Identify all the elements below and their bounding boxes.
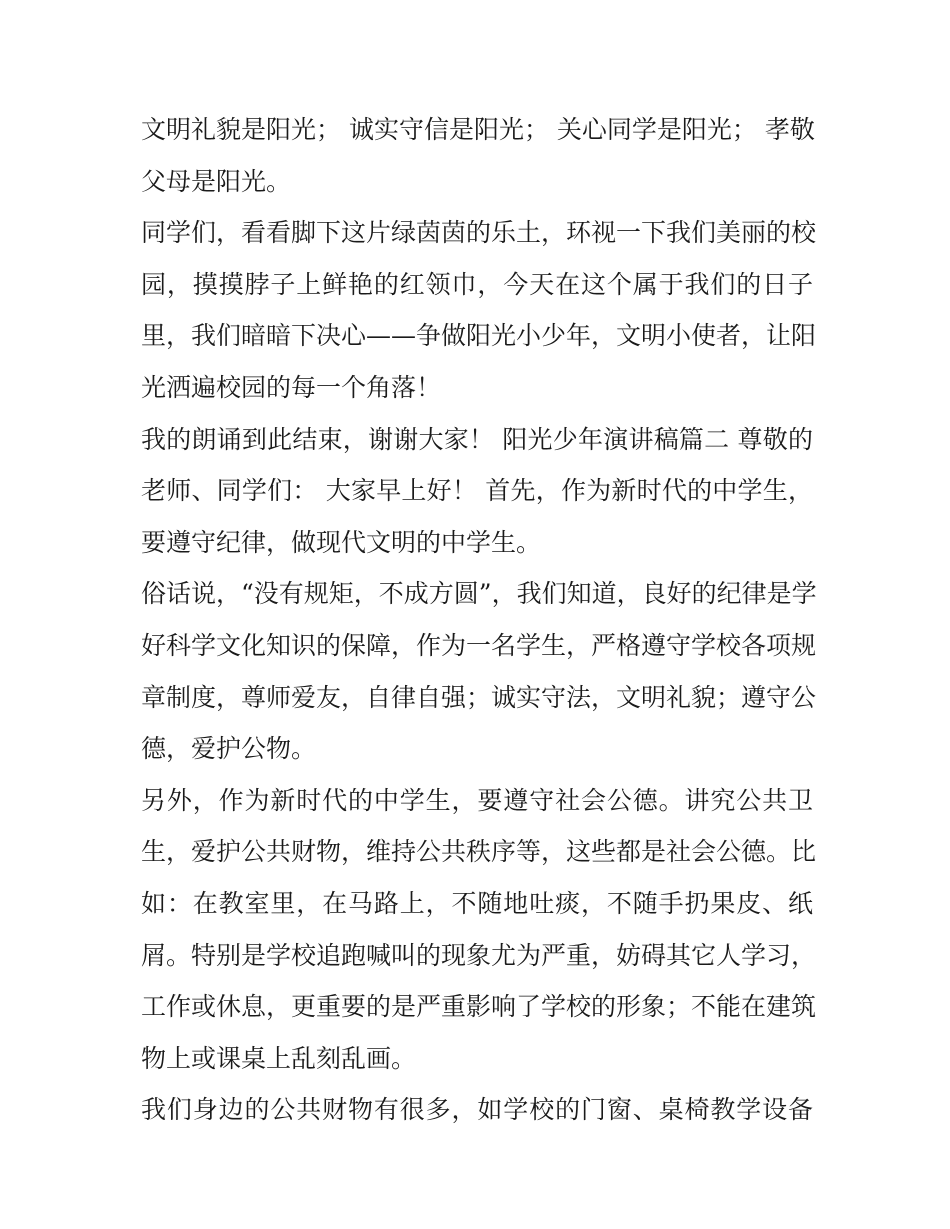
text-line: 工作或休息，更重要的是严重影响了学校的形象；不能在建筑 (141, 992, 817, 1022)
text-line: 德，爱护公物。 (141, 734, 317, 764)
text-line: 里，我们暗暗下决心——争做阳光小少年，文明小使者，让阳 (141, 321, 817, 351)
text-line: 另外，作为新时代的中学生，要遵守社会公德。讲究公共卫 (141, 785, 813, 815)
text-line: 章制度，尊师爱友，自律自强；诚实守法，文明礼貌；遵守公 (141, 682, 817, 712)
text-line: 生，爱护公共财物，维持公共秩序等，这些都是社会公德。比 (141, 837, 817, 867)
text-line: 我们身边的公共财物有很多，如学校的门窗、桌椅教学设备 (141, 1095, 813, 1125)
text-line: 屑。特别是学校追跑喊叫的现象尤为严重，妨碍其它人学习， (141, 940, 817, 970)
text-line: 如：在教室里，在马路上，不随地吐痰，不随手扔果皮、纸 (141, 888, 813, 918)
text-line: 园，摸摸脖子上鲜艳的红领巾，今天在这个属于我们的日子 (141, 269, 813, 299)
text-line: 好科学文化知识的保障，作为一名学生，严格遵守学校各项规 (141, 630, 817, 660)
text-line: 我的朗诵到此结束，谢谢大家！ 阳光少年演讲稿篇二 尊敬的 (141, 424, 813, 454)
text-line: 物上或课桌上乱刻乱画。 (141, 1043, 417, 1073)
text-line: 俗话说，“没有规矩，不成方圆”，我们知道，良好的纪律是学 (141, 579, 817, 609)
text-line: 光洒遍校园的每一个角落！ (141, 372, 442, 402)
text-line: 父母是阳光。 (141, 166, 292, 196)
text-line: 要遵守纪律，做现代文明的中学生。 (141, 527, 542, 557)
text-line: 老师、同学们： 大家早上好！ 首先，作为新时代的中学生， (141, 476, 813, 506)
document-body (141, 104, 817, 1136)
text-line: 同学们，看看脚下这片绿茵茵的乐土，环视一下我们美丽的校 (141, 218, 817, 248)
text-line: 文明礼貌是阳光； 诚实守信是阳光； 关心同学是阳光； 孝敬 (141, 115, 815, 144)
